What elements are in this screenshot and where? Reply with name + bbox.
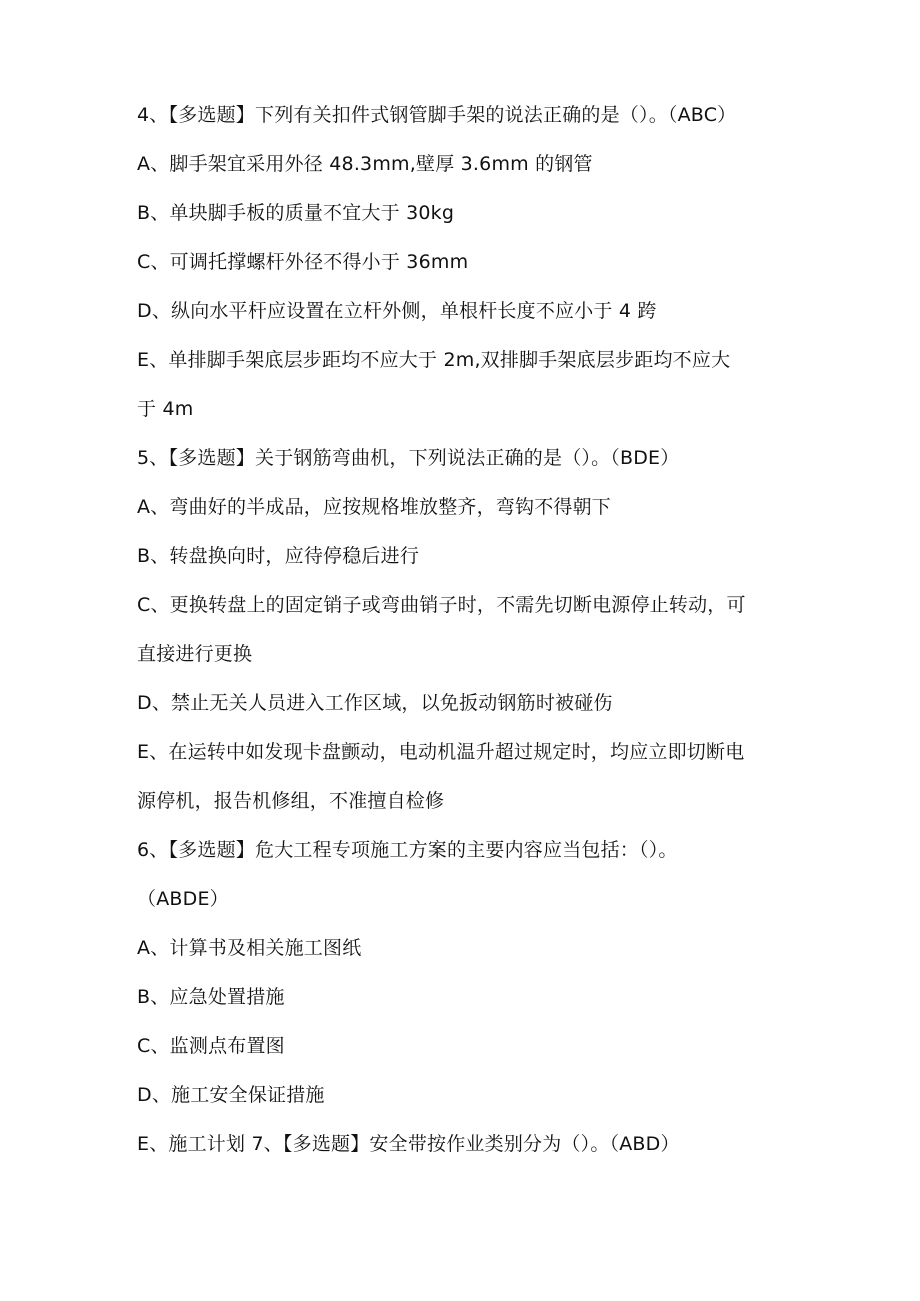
question-6-answer: （ABDE） [137,888,229,910]
question-5-option-c: C、更换转盘上的固定销子或弯曲销子时，不需先切断电源停止转动，可 [137,594,746,616]
question-6-option-a: A、计算书及相关施工图纸 [137,937,362,959]
question-4-option-b: B、单块脚手板的质量不宜大于 30kg [137,202,455,224]
question-5-option-a: A、弯曲好的半成品，应按规格堆放整齐，弯钩不得朝下 [137,496,611,518]
question-6-option-b: B、应急处置措施 [137,986,285,1008]
question-4-option-e: E、单排脚手架底层步距均不应大于 2m,双排脚手架底层步距均不应大 [137,349,731,371]
question-6-option-d: D、施工安全保证措施 [137,1084,325,1106]
question-5-option-e: E、在运转中如发现卡盘颤动，电动机温升超过规定时，均应立即切断电 [137,741,745,763]
question-5-option-e-continued: 源停机，报告机修组，不准擅自检修 [137,790,445,812]
question-4-option-e-continued: 于 4m [137,398,194,420]
question-4-option-a: A、脚手架宜采用外径 48.3mm,壁厚 3.6mm 的钢管 [137,153,593,175]
question-5-stem: 5、【多选题】关于钢筋弯曲机，下列说法正确的是（）。（BDE） [137,447,680,469]
question-4-option-c: C、可调托撑螺杆外径不得小于 36mm [137,251,469,273]
question-4-option-d: D、纵向水平杆应设置在立杆外侧，单根杆长度不应小于 4 跨 [137,300,657,322]
question-4-stem: 4、【多选题】下列有关扣件式钢管脚手架的说法正确的是（）。（ABC） [137,104,737,126]
question-5-option-b: B、转盘换向时，应待停稳后进行 [137,545,420,567]
question-6-stem: 6、【多选题】危大工程专项施工方案的主要内容应当包括：（）。 [137,839,678,861]
question-5-option-c-continued: 直接进行更换 [137,643,253,665]
question-6-option-c: C、监测点布置图 [137,1035,285,1057]
question-6-option-e-and-question-7-stem: E、施工计划 7、【多选题】安全带按作业类别分为（）。（ABD） [137,1133,680,1155]
question-5-option-d: D、禁止无关人员进入工作区域，以免扳动钢筋时被碰伤 [137,692,613,714]
